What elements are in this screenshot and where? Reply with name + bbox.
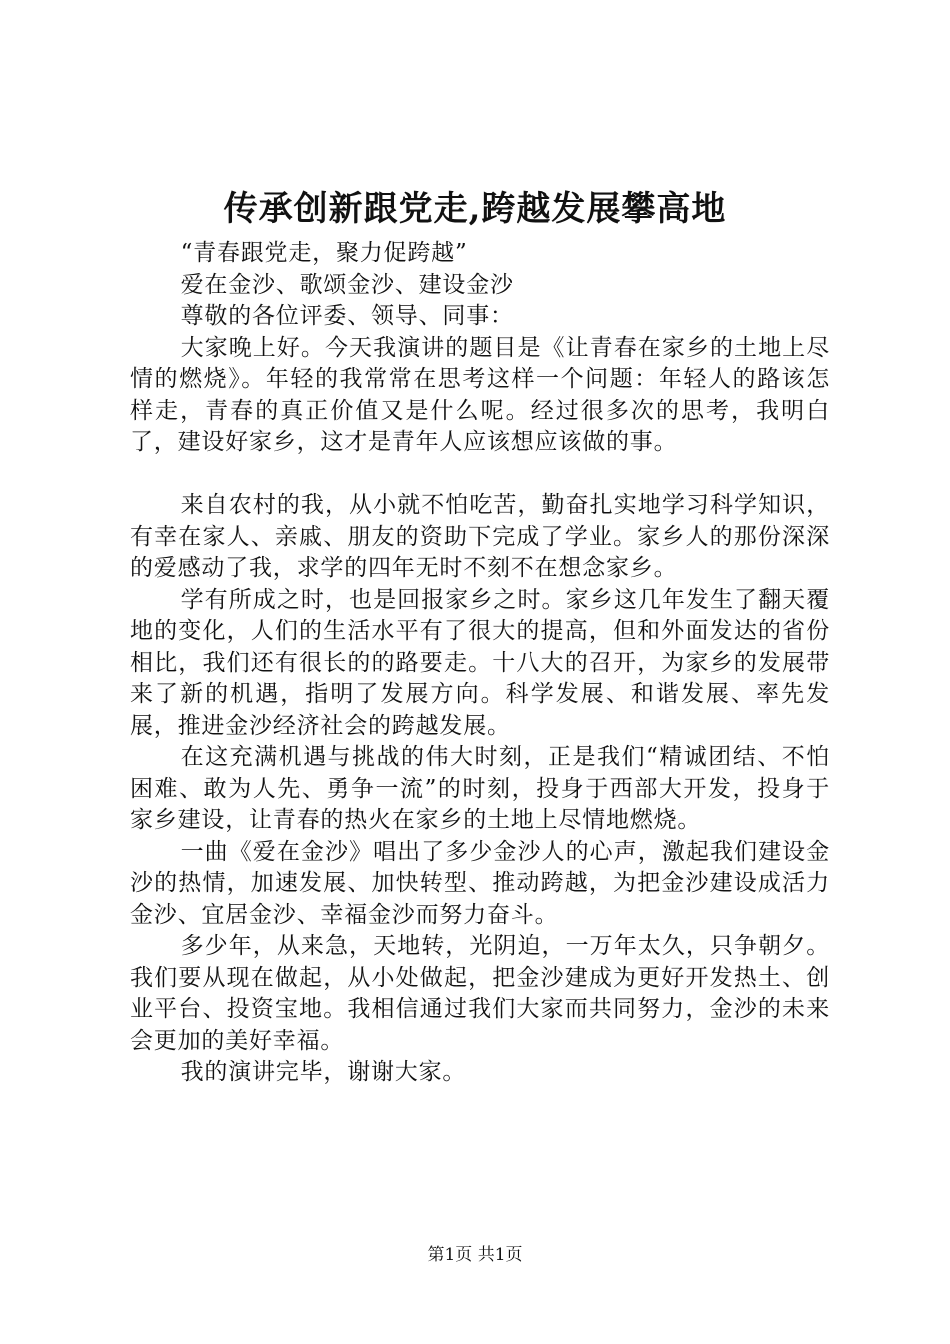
paragraph-intro: 大家晚上好。今天我演讲的题目是《让青春在家乡的土地上尽情的燃烧》。年轻的我常常在思考这样一个问题：年轻人的路该怎样走，青春的真正价值又是什么呢。经过很多次的思考，我明白了，建设好家乡，这才是青年人应该想应该做的事。 bbox=[130, 334, 830, 455]
paragraph-opportunity: 在这充满机遇与挑战的伟大时刻，正是我们“精诚团结、不怕困难、敢为人先、勇争一流”的时刻，投身于西部大开发，投身于家乡建设，让青春的热火在家乡的土地上尽情地燃烧。 bbox=[130, 744, 830, 833]
paragraph-hometown-change: 学有所成之时，也是回报家乡之时。家乡这几年发生了翻天覆地的变化，人们的生活水平有了很大的提高，但和外面发达的省份相比，我们还有很长的的路要走。十八大的召开，为家乡的发展带来了新的机遇，指明了发展方向。科学发展、和谐发展、率先发展，推进金沙经济社会的跨越发展。 bbox=[130, 586, 830, 739]
slogan-line: “青春跟党走，聚力促跨越” bbox=[180, 240, 468, 266]
paragraph-closing: 我的演讲完毕，谢谢大家。 bbox=[180, 1059, 467, 1085]
document-title: 传承创新跟党走,跨越发展攀高地 bbox=[223, 189, 727, 229]
salutation: 尊敬的各位评委、领导、同事： bbox=[180, 303, 514, 329]
paragraph-call-to-action: 多少年，从来急，天地转，光阴迫，一万年太久，只争朝夕。我们要从现在做起，从小处做起，把金沙建成为更好开发热土、创业平台、投资宝地。我相信通过我们大家而共同努力，金沙的未来会更加的美好幸福。 bbox=[130, 933, 830, 1054]
subtitle-line: 爱在金沙、歌颂金沙、建设金沙 bbox=[180, 271, 514, 298]
page-footer: 第1页 共1页 bbox=[427, 1245, 523, 1265]
paragraph-song: 一曲《爱在金沙》唱出了多少金沙人的心声，激起我们建设金沙的热情，加速发展、加快转型、推动跨越，为把金沙建设成活力金沙、宜居金沙、幸福金沙而努力奋斗。 bbox=[130, 838, 830, 928]
document-body bbox=[130, 238, 830, 1089]
paragraph-background: 来自农村的我，从小就不怕吃苦，勤奋扎实地学习科学知识，有幸在家人、亲戚、朋友的资助下完成了学业。家乡人的那份深深的爱感动了我，求学的四年无时不刻不在想念家乡。 bbox=[130, 492, 830, 581]
